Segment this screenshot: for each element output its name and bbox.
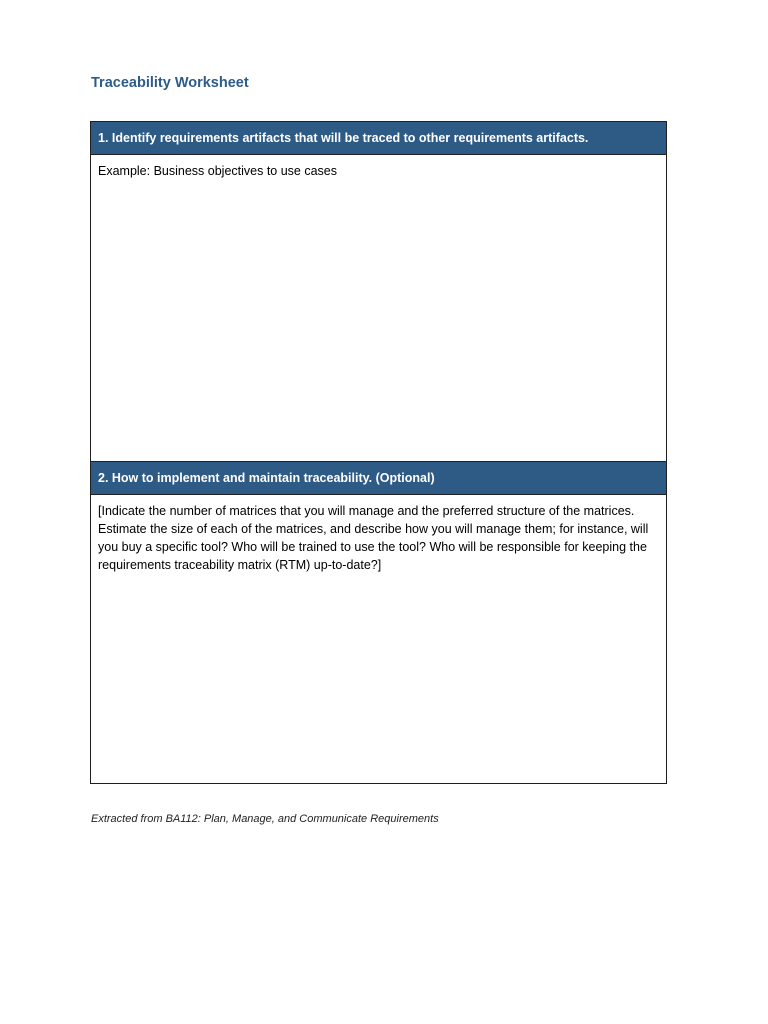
section-2-instruction-line: requirements traceability matrix (RTM) up-to-date?] (98, 558, 382, 572)
section-2-body[interactable] (91, 495, 666, 783)
section-2-instruction-line: you buy a specific tool? Who will be trained to use the tool? Who will be responsible for keeping the (98, 540, 647, 554)
page-title: Traceability Worksheet (91, 75, 249, 91)
source-footnote: Extracted from BA112: Plan, Manage, and Communicate Requirements (91, 813, 439, 825)
section-2-heading: 2. How to implement and maintain traceability. (Optional) (91, 462, 666, 495)
section-1-body[interactable] (91, 155, 666, 462)
section-2-instruction-line: [Indicate the number of matrices that you will manage and the preferred structure of the matrices. (98, 504, 635, 518)
section-2-instruction-line: Estimate the size of each of the matrices, and describe how you will manage them; for instance, will (98, 522, 649, 536)
section-1-example-text: Example: Business objectives to use cases (98, 164, 338, 178)
section-1-heading: 1. Identify requirements artifacts that will be traced to other requirements artifacts. (91, 122, 666, 155)
worksheet-table (90, 121, 667, 784)
